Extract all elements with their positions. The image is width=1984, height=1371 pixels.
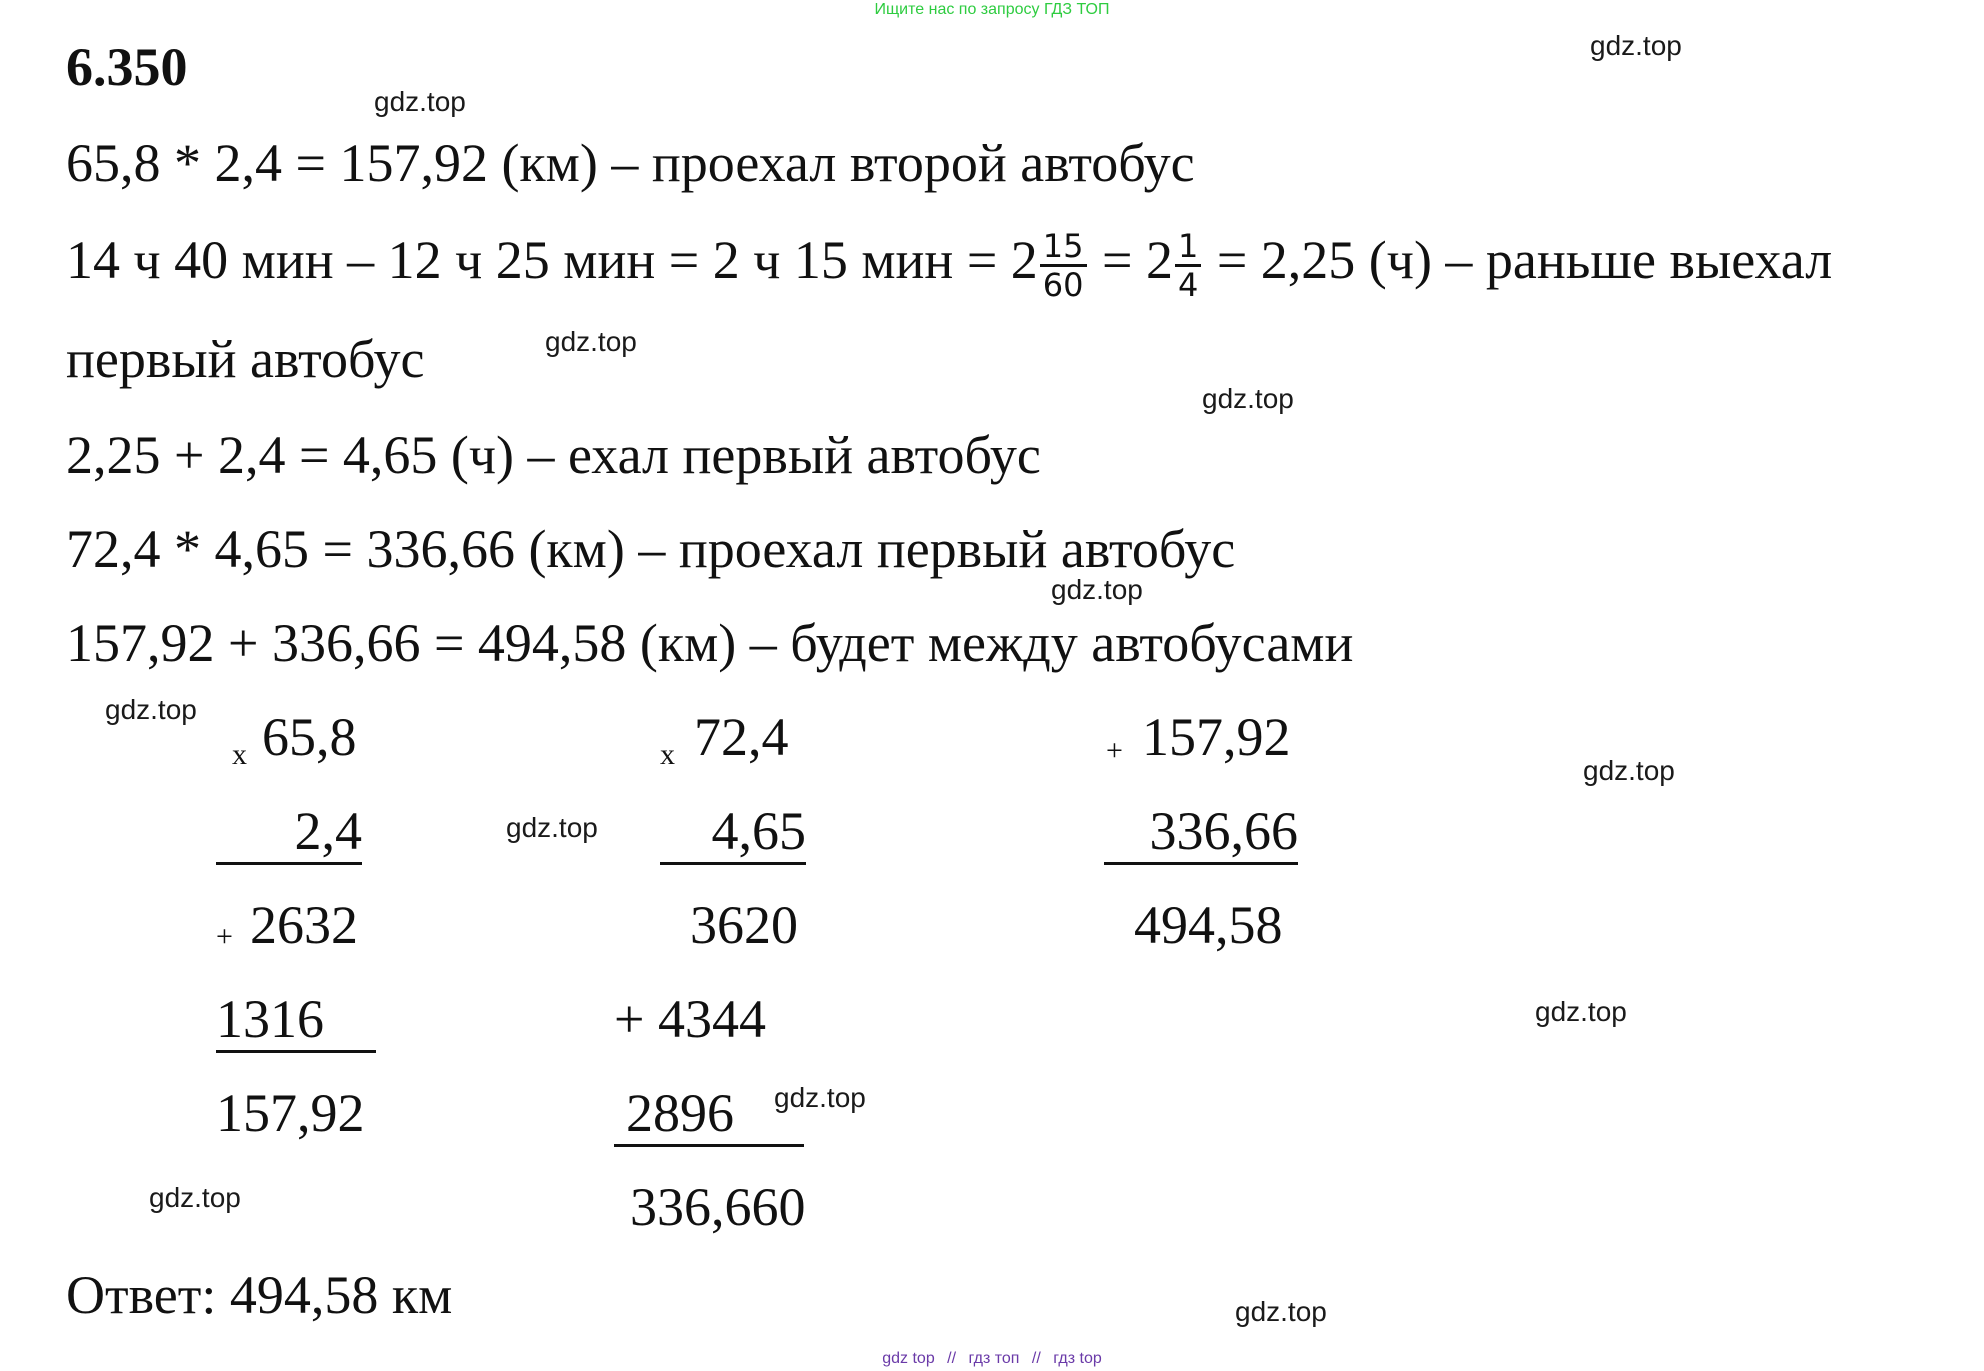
calc2-multiply-sign: x	[660, 738, 675, 771]
calc2-second-underlined: 4,65	[660, 800, 806, 865]
watermark: gdz.top	[1051, 574, 1143, 605]
watermark: gdz.top	[1590, 30, 1682, 61]
footer-links	[0, 1350, 1984, 1368]
fraction-15-60	[1040, 228, 1087, 303]
calc1-second	[216, 800, 362, 865]
solution-line-2-continuation: первый автобус	[66, 329, 425, 389]
footer-link-gdz-top[interactable]: gdz top	[882, 1350, 935, 1367]
solution-line-3: 2,25 + 2,4 = 4,65 (ч) – ехал первый автобус	[66, 425, 1041, 485]
calc3-plus-sign: +	[1106, 734, 1123, 767]
calc1-partial-2	[216, 988, 376, 1053]
calc1-partial-2-underlined: 1316	[216, 988, 376, 1053]
calc3-second	[1104, 800, 1298, 865]
watermark: gdz.top	[374, 86, 466, 117]
solution-line-4: 72,4 * 4,65 = 336,66 (км) – проехал первый автобус	[66, 519, 1236, 579]
calc3-second-underlined: 336,66	[1104, 800, 1298, 865]
calc1-multiply-sign: x	[232, 738, 247, 771]
footer-separator: //	[1031, 1350, 1041, 1367]
solution-line-1: 65,8 * 2,4 = 157,92 (км) – проехал второй автобус	[66, 133, 1195, 193]
fraction-denominator: 60	[1042, 266, 1084, 304]
calc2-partial-1: 3620	[690, 895, 798, 955]
line2-before: 14 ч 40 мин – 12 ч 25 мин = 2 ч 15 мин = 2	[66, 229, 1038, 290]
footer-link-gdz-top-ru[interactable]: гдз топ	[968, 1350, 1020, 1367]
calc2-partial-2: + 4344	[614, 989, 766, 1049]
solution-line-2	[66, 228, 1832, 303]
calc2-top: 72,4	[694, 707, 789, 767]
fraction-denominator: 4	[1177, 266, 1199, 304]
calc3-result: 494,58	[1134, 895, 1283, 955]
watermark: gdz.top	[506, 812, 598, 843]
watermark: gdz.top	[149, 1182, 241, 1213]
footer-link-gdz-top-mixed[interactable]: гдз top	[1053, 1350, 1102, 1367]
calc2-second	[660, 800, 806, 865]
solution-line-5: 157,92 + 336,66 = 494,58 (км) – будет между автобусами	[66, 613, 1354, 673]
watermark: gdz.top	[774, 1082, 866, 1113]
calc1-plus-sign: +	[216, 920, 233, 953]
calc1-second-underlined: 2,4	[216, 800, 362, 865]
line2-after: = 2,25 (ч) – раньше выехал	[1203, 229, 1833, 290]
answer: Ответ: 494,58 км	[66, 1265, 453, 1325]
footer-separator: //	[947, 1350, 957, 1367]
fraction-numerator: 15	[1040, 228, 1087, 267]
watermark: gdz.top	[1202, 383, 1294, 414]
search-banner[interactable]: Ищите нас по запросу ГДЗ ТОП	[874, 1, 1110, 18]
watermark: gdz.top	[1235, 1296, 1327, 1327]
problem-number: 6.350	[66, 37, 188, 97]
calc3-top: 157,92	[1142, 707, 1291, 767]
calc2-result: 336,660	[630, 1177, 806, 1237]
calc1-top: 65,8	[262, 707, 357, 767]
watermark: gdz.top	[1583, 755, 1675, 786]
watermark: gdz.top	[545, 326, 637, 357]
calc1-partial-1: 2632	[250, 895, 358, 955]
line2-middle: = 2	[1088, 229, 1173, 290]
calc2-partial-3-underlined: 2896	[614, 1082, 804, 1147]
watermark: gdz.top	[105, 694, 197, 725]
watermark: gdz.top	[1535, 996, 1627, 1027]
calc1-result: 157,92	[216, 1083, 365, 1143]
fraction-numerator: 1	[1175, 228, 1201, 267]
fraction-1-4	[1175, 228, 1201, 303]
